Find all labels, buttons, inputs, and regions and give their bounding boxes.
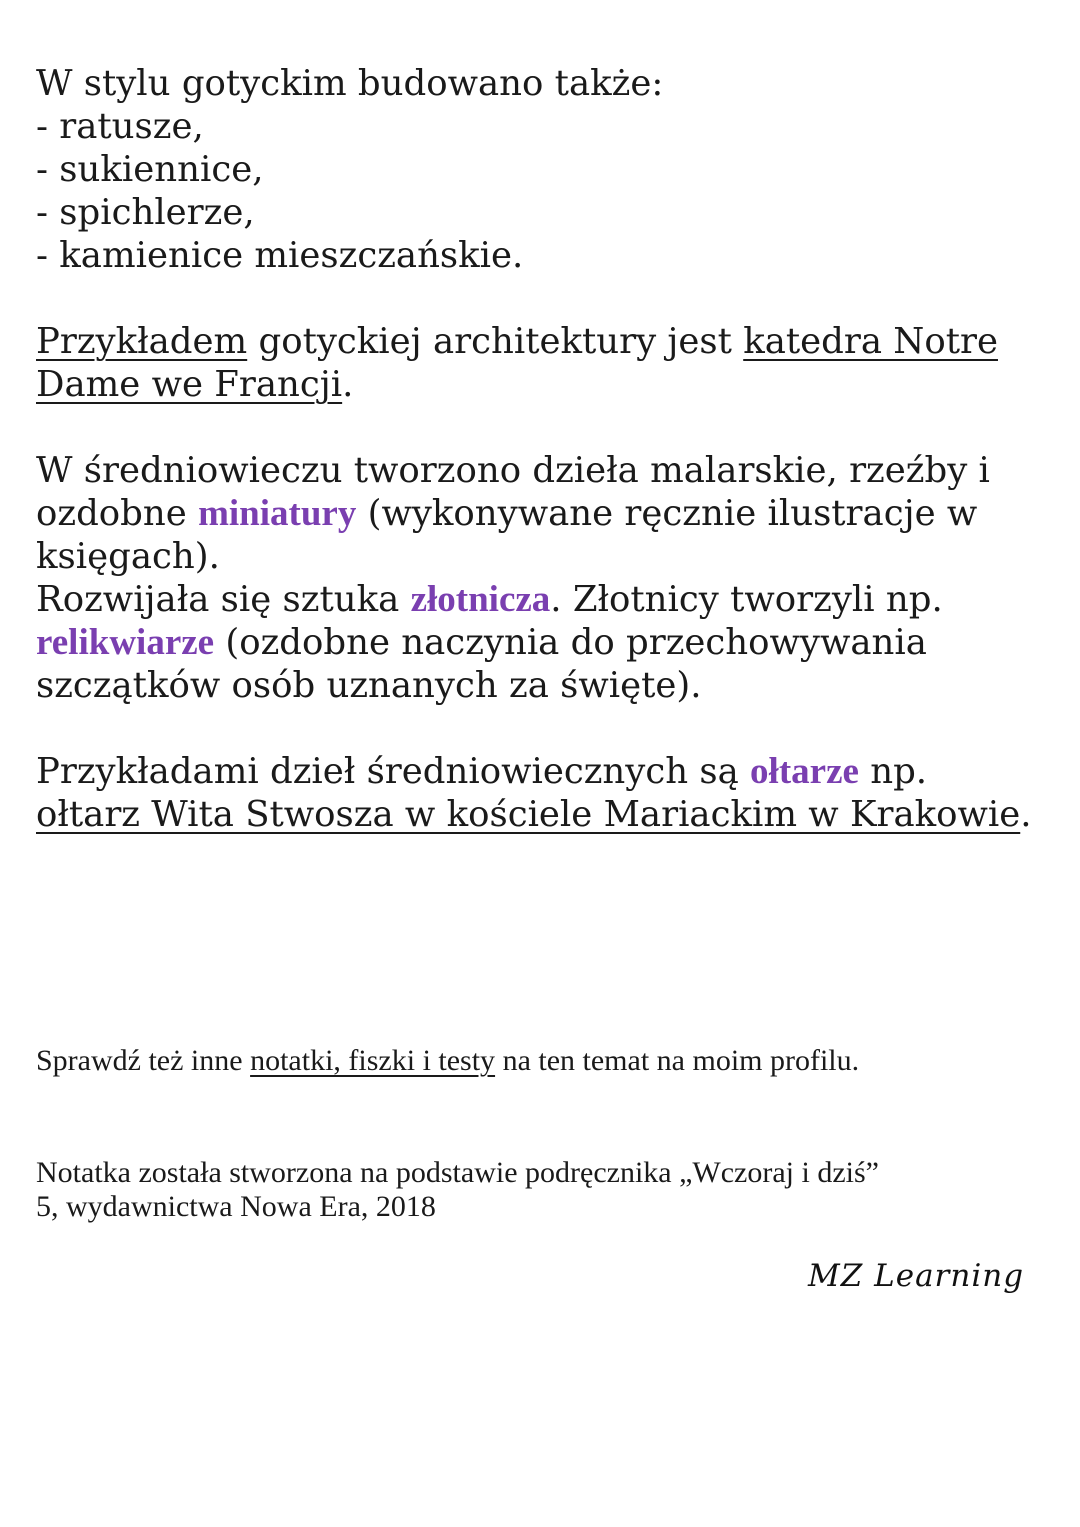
notre-dame-link-cont[interactable]: Dame we Francji: [36, 364, 343, 405]
gothic-example-paragraph: Przykładem gotyckiej architektury jest katedra Notre Dame we Francji.: [36, 321, 998, 405]
note-page: [36, 62, 1046, 1223]
example-text: gotyckiej architektury jest: [247, 321, 744, 362]
example-link[interactable]: Przykładem: [36, 321, 248, 362]
source-line-2: 5, wydawnictwa Nowa Era, 2018: [36, 1190, 436, 1223]
keyword-miniatury: miniatury: [198, 493, 357, 534]
list-item-sukiennice: - sukiennice,: [36, 149, 264, 190]
source-note: [36, 1156, 879, 1224]
notes-flashcards-tests-link[interactable]: notatki, fiszki i testy: [250, 1044, 496, 1077]
keyword-relikwiarze: relikwiarze: [36, 622, 215, 663]
medieval-art-paragraph: [36, 449, 1046, 707]
list-heading: W stylu gotyckim budowano także:: [36, 63, 664, 104]
notre-dame-link[interactable]: katedra Notre: [743, 321, 998, 362]
art-line-4: Rozwijała się sztuka złotnicza. Złotnicy tworzyli np.: [36, 579, 943, 620]
wit-stwosz-altar-link[interactable]: ołtarz Wita Stwosza w kościele Mariackim w Krakowie: [36, 794, 1021, 835]
gothic-buildings-list: [36, 62, 1046, 277]
keyword-zlotnicza: złotnicza: [410, 579, 551, 620]
art-line-2: ozdobne miniatury (wykonywane ręcznie ilustracje w: [36, 493, 978, 534]
list-item-kamienice: - kamienice mieszczańskie.: [36, 235, 524, 276]
altar-paragraph: Przykładami dzieł średniowiecznych są ołtarze np. ołtarz Wita Stwosza w kościele Mariackim w Krakowie.: [36, 751, 1032, 835]
list-item-spichlerze: - spichlerze,: [36, 192, 255, 233]
art-line-5: relikwiarze (ozdobne naczynia do przechowywania: [36, 622, 927, 663]
art-line-3: księgach).: [36, 536, 220, 577]
check-profile-note: Sprawdź też inne notatki, fiszki i testy na ten temat na moim profilu.: [36, 1044, 860, 1077]
art-line-1: W średniowieczu tworzono dzieła malarskie, rzeźby i: [36, 450, 990, 491]
list-item-ratusze: - ratusze,: [36, 106, 204, 147]
source-line-1: Notatka została stworzona na podstawie podręcznika „Wczoraj i dziś”: [36, 1156, 879, 1189]
mz-learning-signature: MZ Learning: [808, 1258, 1025, 1294]
keyword-oltarze: ołtarze: [750, 751, 859, 792]
art-line-6: szczątków osób uznanych za święte).: [36, 665, 702, 706]
